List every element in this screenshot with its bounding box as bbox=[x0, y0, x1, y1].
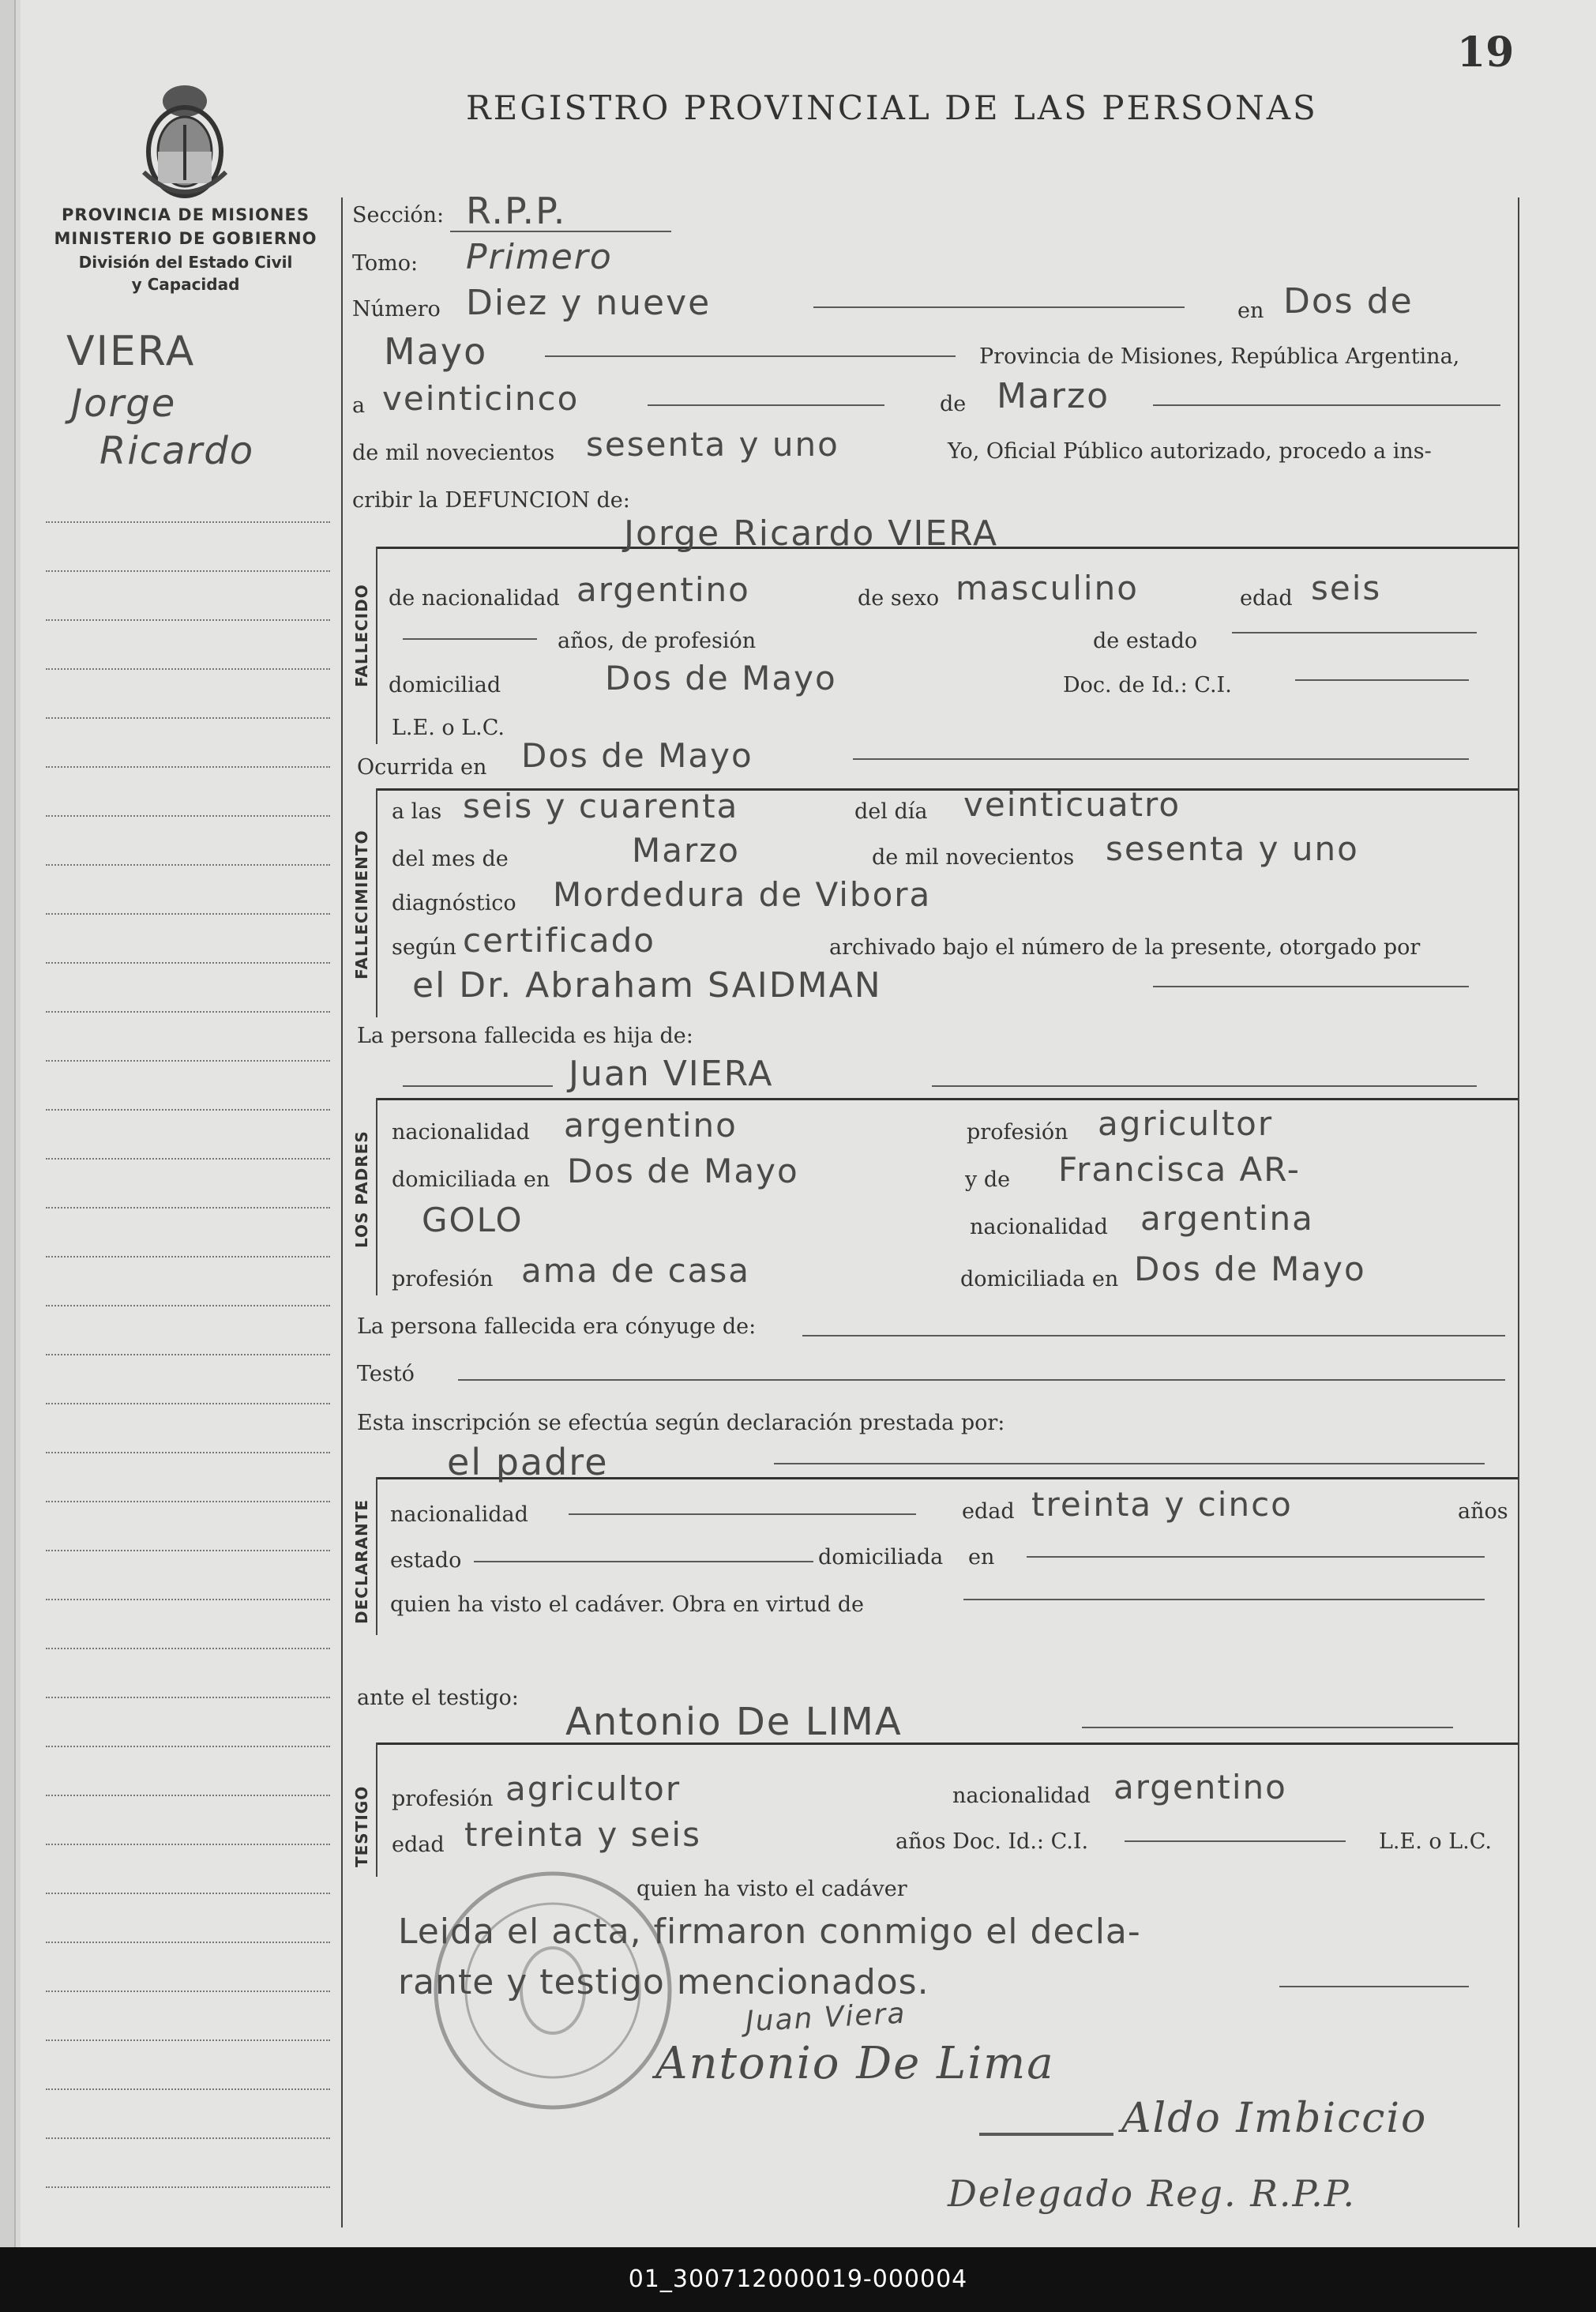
label-a-las: a las bbox=[392, 799, 442, 824]
label-sexo: de sexo bbox=[858, 586, 940, 611]
value-hora: seis y cuarenta bbox=[463, 787, 739, 825]
label-edad-fallecido: edad bbox=[1240, 586, 1293, 611]
margin-rule-line bbox=[46, 1893, 330, 1894]
label-decl-en: en bbox=[968, 1545, 995, 1570]
label-anos-profesion: años, de profesión bbox=[558, 629, 757, 653]
margin-rule-line bbox=[46, 1746, 330, 1747]
label-hija-de: La persona fallecida es hija de: bbox=[357, 1024, 693, 1048]
label-segun: según bbox=[392, 935, 456, 960]
margin-rule-line bbox=[46, 1648, 330, 1649]
margin-rule-line bbox=[46, 1452, 330, 1453]
line-estado bbox=[1232, 632, 1477, 633]
margin-rule-line bbox=[46, 913, 330, 915]
margin-rule-line bbox=[46, 521, 330, 523]
margin-rule-line bbox=[46, 962, 330, 964]
line-testo bbox=[458, 1379, 1505, 1381]
label-yo-oficial: Yo, Oficial Público autorizado, procedo a ins- bbox=[948, 439, 1432, 464]
section-declarante: DECLARANTE bbox=[352, 1498, 371, 1624]
value-mes: Marzo bbox=[997, 376, 1110, 416]
line-quien-visto bbox=[963, 1599, 1485, 1600]
agency-line3: División del Estado Civil bbox=[78, 253, 293, 272]
label-numero: Número bbox=[352, 297, 441, 321]
label-decl-anos: años bbox=[1458, 1499, 1508, 1524]
margin-rule-line bbox=[46, 1991, 330, 1992]
value-anio-fall: sesenta y uno bbox=[1106, 829, 1359, 868]
margin-rule-line bbox=[46, 1599, 330, 1600]
margin-rule-line bbox=[46, 1942, 330, 1943]
label-padre-prof: profesión bbox=[967, 1120, 1068, 1145]
binding-edge bbox=[0, 0, 16, 2247]
signature-antonio-de-lima: Antonio De Lima bbox=[655, 2038, 1055, 2089]
label-diagnostico: diagnóstico bbox=[392, 891, 516, 915]
closing-line2: rante y testigo mencionados. bbox=[398, 1962, 929, 2002]
value-testigo-prof: agricultor bbox=[505, 1769, 682, 1808]
value-lugar2: Mayo bbox=[384, 330, 488, 373]
label-de-mil-nov: de mil novecientos bbox=[872, 845, 1075, 870]
section-padres: LOS PADRES bbox=[352, 1130, 371, 1248]
label-tomo: Tomo: bbox=[352, 251, 419, 276]
label-madre-nac: nacionalidad bbox=[970, 1215, 1108, 1239]
fallecido-left-rule bbox=[376, 547, 377, 744]
margin-rule-line bbox=[46, 864, 330, 866]
label-domiciliad: domiciliad bbox=[389, 673, 501, 697]
line-testigo bbox=[1082, 1727, 1453, 1728]
margin-rule-line bbox=[46, 570, 330, 572]
line-decl-estado bbox=[474, 1561, 813, 1562]
margin-rule-line bbox=[46, 2088, 330, 2090]
margin-rule-line bbox=[46, 619, 330, 621]
padres-top-rule bbox=[376, 1098, 1518, 1100]
label-conyuge: La persona fallecida era cónyuge de: bbox=[357, 1314, 757, 1339]
value-dia-fall: veinticuatro bbox=[963, 785, 1181, 824]
margin-rule-line bbox=[46, 668, 330, 670]
form-right-border bbox=[1518, 197, 1519, 2227]
value-madre-dom: Dos de Mayo bbox=[1134, 1250, 1366, 1288]
line-declarante bbox=[774, 1463, 1485, 1464]
line-closing bbox=[1279, 1986, 1469, 1987]
value-numero: Diez y nueve bbox=[466, 283, 712, 323]
line-testigo-doc bbox=[1125, 1840, 1346, 1842]
line-lugar2 bbox=[545, 355, 956, 357]
value-madre: Francisca AR- bbox=[1058, 1150, 1301, 1189]
margin-rule-line bbox=[46, 717, 330, 719]
label-cribir: cribir la DEFUNCION de: bbox=[352, 488, 630, 513]
label-seccion: Sección: bbox=[352, 203, 445, 227]
value-declarante: el padre bbox=[447, 1441, 609, 1483]
value-seccion: R.P.P. bbox=[466, 190, 567, 232]
label-le-lc: L.E. o L.C. bbox=[392, 716, 505, 740]
agency-line1: PROVINCIA DE MISIONES bbox=[62, 205, 310, 224]
value-fallecido: Jorge Ricardo VIERA bbox=[624, 513, 999, 554]
margin-rule-line bbox=[46, 2186, 330, 2188]
line-edad bbox=[403, 638, 537, 640]
testigo-top-rule bbox=[376, 1742, 1518, 1745]
value-madre-nac: argentina bbox=[1140, 1199, 1314, 1238]
label-provincia: Provincia de Misiones, República Argentina, bbox=[979, 344, 1460, 369]
label-decl-estado: estado bbox=[390, 1548, 462, 1573]
value-diagnostico: Mordedura de Vibora bbox=[553, 875, 932, 914]
closing-line1: Leida el acta, firmaron conmigo el decla- bbox=[398, 1912, 1141, 1952]
agency-line4: y Capacidad bbox=[131, 275, 240, 294]
label-decl-nac: nacionalidad bbox=[390, 1502, 528, 1527]
line-medico bbox=[1153, 986, 1469, 987]
margin-rule-line bbox=[46, 2137, 330, 2139]
label-a: a bbox=[352, 393, 366, 418]
label-de: de bbox=[940, 392, 967, 416]
value-padre-dom: Dos de Mayo bbox=[567, 1152, 799, 1190]
label-archivado: archivado bajo el número de la presente, otorgado por bbox=[829, 935, 1421, 960]
label-en: en bbox=[1237, 299, 1264, 323]
label-le-o-lc: L.E. o L.C. bbox=[1379, 1829, 1493, 1854]
value-ocurrida: Dos de Mayo bbox=[521, 736, 753, 775]
value-anio: sesenta y uno bbox=[586, 425, 839, 464]
page-number: 19 bbox=[1457, 28, 1515, 77]
label-inscripcion: Esta inscripción se efectúa según declaración prestada por: bbox=[357, 1411, 1005, 1435]
label-ocurrida: Ocurrida en bbox=[357, 755, 487, 780]
value-decl-edad: treinta y cinco bbox=[1031, 1485, 1293, 1524]
margin-rule-line bbox=[46, 1109, 330, 1111]
label-testigo-nac: nacionalidad bbox=[952, 1784, 1091, 1808]
margin-rule-line bbox=[46, 766, 330, 768]
line-numero bbox=[813, 306, 1185, 308]
section-fallecido: FALLECIDO bbox=[352, 584, 371, 687]
line-padre-right bbox=[932, 1085, 1477, 1087]
margin-rule-line bbox=[46, 1305, 330, 1306]
value-testigo-nac: argentino bbox=[1113, 1768, 1287, 1806]
line-decl-en bbox=[1027, 1556, 1485, 1558]
margin-rule-line bbox=[46, 2039, 330, 2041]
value-madre-prof: ama de casa bbox=[521, 1251, 751, 1290]
label-del-dia: del día bbox=[854, 799, 928, 824]
margin-rule-line bbox=[46, 1060, 330, 1062]
margin-first-name: Jorge bbox=[71, 382, 177, 426]
margin-rule-line bbox=[46, 1354, 330, 1355]
line-decl-nac bbox=[569, 1513, 916, 1515]
value-certificado: certificado bbox=[463, 921, 655, 960]
margin-rule-line bbox=[46, 1795, 330, 1796]
signature-juan-viera: Juan Viera bbox=[745, 1997, 907, 2039]
line-seccion bbox=[450, 231, 671, 232]
value-dia: veinticinco bbox=[382, 379, 580, 418]
value-testigo: Antonio De LIMA bbox=[565, 1700, 903, 1744]
page-title: REGISTRO PROVINCIAL DE LAS PERSONAS bbox=[466, 88, 1318, 127]
label-anos-doc: años Doc. Id.: C.I. bbox=[896, 1829, 1089, 1854]
label-nacionalidad-fallecido: de nacionalidad bbox=[389, 586, 560, 611]
margin-rule-line bbox=[46, 1501, 330, 1502]
value-padre-nac: argentino bbox=[564, 1106, 738, 1145]
value-mes-fall: Marzo bbox=[632, 831, 740, 870]
value-madre2: GOLO bbox=[422, 1201, 524, 1239]
label-ante-testigo: ante el testigo: bbox=[357, 1686, 519, 1710]
signature-delegado: Delegado Reg. R.P.P. bbox=[948, 2172, 1356, 2215]
binding-edge-inner bbox=[16, 0, 21, 2247]
margin-rule-line bbox=[46, 1550, 330, 1551]
padres-left-rule bbox=[376, 1098, 377, 1295]
margin-rule-line bbox=[46, 1256, 330, 1258]
label-testo: Testó bbox=[357, 1362, 415, 1386]
signature-aldo-imbiccio: Aldo Imbiccio bbox=[1121, 2095, 1428, 2142]
margin-rule-line bbox=[46, 1844, 330, 1845]
value-tomo: Primero bbox=[466, 237, 613, 277]
label-de-mil: de mil novecientos bbox=[352, 441, 555, 465]
line-ocurrida bbox=[853, 758, 1469, 760]
value-domicilio-fallecido: Dos de Mayo bbox=[605, 659, 837, 697]
label-madre-prof: profesión bbox=[392, 1267, 494, 1291]
line-padre-left bbox=[403, 1085, 553, 1087]
line-mes bbox=[1153, 404, 1500, 406]
value-en-lugar: Dos de bbox=[1283, 281, 1414, 321]
margin-second-name: Ricardo bbox=[100, 429, 255, 473]
agency-line2: MINISTERIO DE GOBIERNO bbox=[54, 229, 317, 248]
value-sexo: masculino bbox=[956, 569, 1139, 607]
label-testigo-prof: profesión bbox=[392, 1787, 494, 1811]
margin-rule-line bbox=[46, 1011, 330, 1013]
label-padre-dom: domiciliada en bbox=[392, 1167, 550, 1192]
value-testigo-edad: treinta y seis bbox=[464, 1815, 701, 1854]
section-testigo: TESTIGO bbox=[352, 1785, 371, 1867]
label-padre-nac: nacionalidad bbox=[392, 1120, 530, 1145]
form-left-border bbox=[341, 197, 343, 2227]
value-edad-fallecido: seis bbox=[1311, 569, 1382, 607]
archive-id-footer: 01_300712000019-000004 bbox=[0, 2247, 1596, 2312]
label-testigo-edad: edad bbox=[392, 1833, 445, 1857]
label-del-mes: del mes de bbox=[392, 847, 509, 871]
section-fallecimiento: FALLECIMIENTO bbox=[352, 829, 371, 979]
coat-of-arms-icon bbox=[136, 77, 234, 204]
signature-underline bbox=[979, 2133, 1113, 2136]
line-doc-id bbox=[1295, 679, 1469, 681]
label-quien-visto: quien ha visto el cadáver. Obra en virtud de bbox=[390, 1592, 865, 1617]
value-nacionalidad-fallecido: argentino bbox=[576, 570, 750, 609]
label-decl-domiciliada: domiciliada bbox=[818, 1545, 944, 1570]
margin-rule-line bbox=[46, 1697, 330, 1698]
margin-rule-line bbox=[46, 1403, 330, 1404]
margin-rule-line bbox=[46, 1207, 330, 1209]
value-medico: el Dr. Abraham SAIDMAN bbox=[412, 965, 882, 1006]
value-padre-prof: agricultor bbox=[1098, 1104, 1274, 1143]
line-dia bbox=[648, 404, 884, 406]
value-padre: Juan VIERA bbox=[569, 1054, 774, 1094]
label-quien-visto2: quien ha visto el cadáver bbox=[637, 1877, 907, 1901]
margin-surname: VIERA bbox=[66, 328, 196, 375]
declarante-left-rule bbox=[376, 1477, 377, 1635]
label-decl-edad: edad bbox=[962, 1499, 1015, 1524]
line-conyuge bbox=[802, 1335, 1505, 1336]
margin-rule-line bbox=[46, 815, 330, 817]
label-y-de: y de bbox=[965, 1167, 1011, 1192]
label-doc-id: Doc. de Id.: C.I. bbox=[1063, 673, 1232, 697]
fallecimiento-left-rule bbox=[376, 788, 377, 1017]
margin-rule-line bbox=[46, 1158, 330, 1160]
label-madre-dom: domiciliada en bbox=[960, 1267, 1119, 1291]
label-de-estado: de estado bbox=[1093, 629, 1198, 653]
testigo-left-rule bbox=[376, 1742, 377, 1877]
